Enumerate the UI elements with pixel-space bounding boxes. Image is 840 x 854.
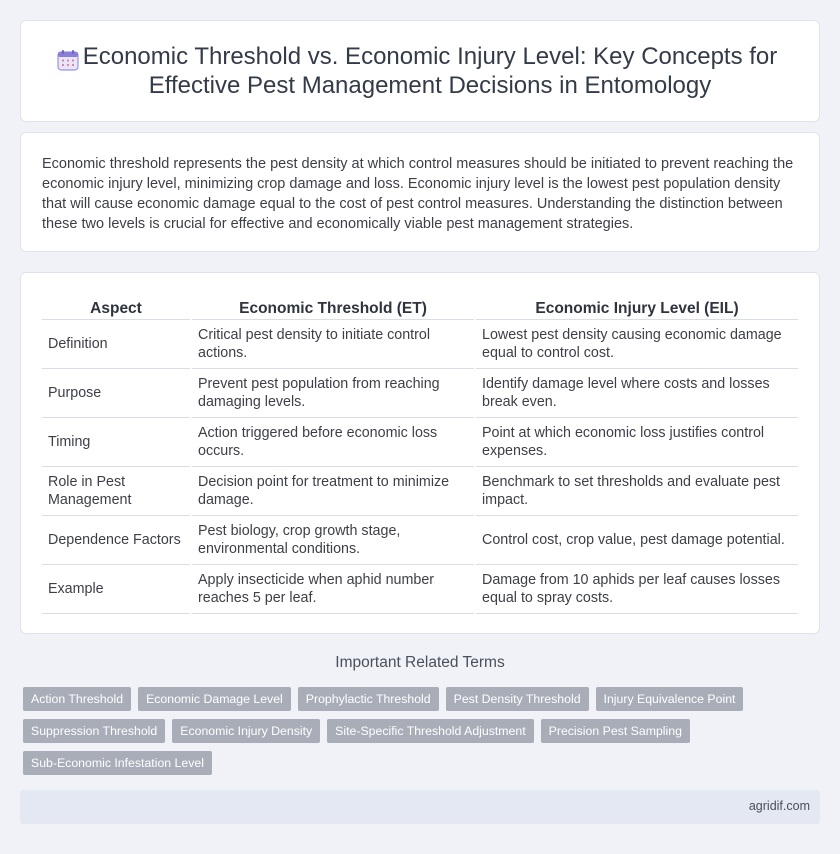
title-card xyxy=(20,20,820,122)
table-cell-aspect: Example xyxy=(42,564,191,613)
page-title: Economic Threshold vs. Economic Injury Level: Key Concepts for Effective Pest Management Decisions in Entomology xyxy=(82,43,778,99)
column-header-eil: Economic Injury Level (EIL) xyxy=(475,295,798,319)
table-cell-et: Action triggered before economic loss occurs. xyxy=(191,417,475,466)
tag-injury-equivalence-point[interactable]: Injury Equivalence Point xyxy=(596,687,744,711)
table-row xyxy=(42,466,798,515)
table-row xyxy=(42,564,798,613)
table-cell-aspect: Definition xyxy=(42,319,191,368)
tag-row xyxy=(23,687,803,711)
table-row xyxy=(42,515,798,564)
table-cell-et: Critical pest density to initiate control actions. xyxy=(191,319,475,368)
tag-economic-injury-density[interactable]: Economic Injury Density xyxy=(172,719,320,743)
tag-row xyxy=(23,719,803,743)
table-cell-eil: Identify damage level where costs and losses break even. xyxy=(475,368,798,417)
comparison-table xyxy=(42,295,798,614)
tag-sub-economic-infestation-level[interactable]: Sub-Economic Infestation Level xyxy=(23,751,212,775)
tag-action-threshold[interactable]: Action Threshold xyxy=(23,687,131,711)
table-row xyxy=(42,319,798,368)
column-header-et: Economic Threshold (ET) xyxy=(191,295,475,319)
tag-site-specific-threshold-adjustment[interactable]: Site-Specific Threshold Adjustment xyxy=(327,719,533,743)
tag-row xyxy=(23,751,803,775)
intro-card xyxy=(20,132,820,252)
related-terms-tags xyxy=(23,687,803,783)
table-row xyxy=(42,417,798,466)
tag-economic-damage-level[interactable]: Economic Damage Level xyxy=(138,687,291,711)
table-cell-eil: Lowest pest density causing economic damage equal to control cost. xyxy=(475,319,798,368)
table-cell-aspect: Timing xyxy=(42,417,191,466)
related-terms-title: Important Related Terms xyxy=(335,654,505,671)
footer xyxy=(20,790,820,824)
table-cell-et: Prevent pest population from reaching damaging levels. xyxy=(191,368,475,417)
table-cell-aspect: Purpose xyxy=(42,368,191,417)
footer-site-link[interactable]: agridif.com xyxy=(748,799,810,813)
table-cell-et: Apply insecticide when aphid number reaches 5 per leaf. xyxy=(191,564,475,613)
column-header-aspect: Aspect xyxy=(42,295,191,319)
tag-prophylactic-threshold[interactable]: Prophylactic Threshold xyxy=(298,687,439,711)
table-cell-aspect: Role in Pest Management xyxy=(42,466,191,515)
tag-precision-pest-sampling[interactable]: Precision Pest Sampling xyxy=(541,719,690,743)
table-cell-eil: Point at which economic loss justifies control expenses. xyxy=(475,417,798,466)
comparison-table-card xyxy=(20,272,820,634)
table-cell-aspect: Dependence Factors xyxy=(42,515,191,564)
table-header-row xyxy=(42,295,798,319)
table-cell-et: Pest biology, crop growth stage, environmental conditions. xyxy=(191,515,475,564)
tag-suppression-threshold[interactable]: Suppression Threshold xyxy=(23,719,165,743)
table-cell-eil: Benchmark to set thresholds and evaluate pest impact. xyxy=(475,466,798,515)
table-cell-eil: Damage from 10 aphids per leaf causes losses equal to spray costs. xyxy=(475,564,798,613)
table-cell-eil: Control cost, crop value, pest damage potential. xyxy=(475,515,798,564)
table-cell-et: Decision point for treatment to minimize damage. xyxy=(191,466,475,515)
table-row xyxy=(42,368,798,417)
intro-paragraph: Economic threshold represents the pest density at which control measures should be initiated to prevent reaching the economic injury level, minimizing crop damage and loss. Economic injury level is the lowest pest population density that will cause economic damage equal to the cost of pest control measures. Understanding the distinction between these two levels is crucial for effective and economically viable pest management strategies. xyxy=(42,156,794,232)
tag-pest-density-threshold[interactable]: Pest Density Threshold xyxy=(446,687,589,711)
